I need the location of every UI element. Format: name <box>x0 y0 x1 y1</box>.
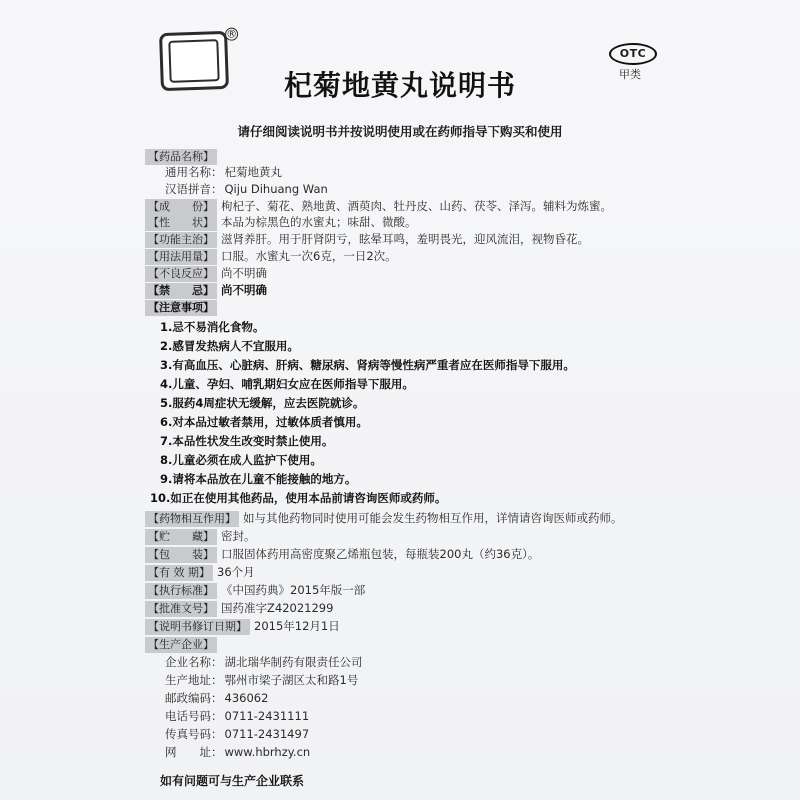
ingredients-value: 枸杞子、菊花、熟地黄、酒萸肉、牡丹皮、山药、茯苓、泽泻。辅料为炼蜜。 <box>221 199 612 213</box>
website-row <box>145 744 310 760</box>
package-label: 【包 装】 <box>145 547 217 563</box>
common-name-value: 杞菊地黄丸 <box>224 165 282 179</box>
company-name-value: 湖北瑞华制药有限责任公司 <box>224 655 363 669</box>
interaction-row <box>145 510 623 527</box>
phone-row <box>145 708 309 724</box>
precautions-row <box>145 299 221 316</box>
address-row <box>145 672 358 688</box>
adverse-value: 尚不明确 <box>221 266 267 280</box>
package-value: 口服固体药用高密度聚乙烯瓶包装，每瓶装200丸（约36克）。 <box>221 547 540 561</box>
approval-value: 国药准字Z42021299 <box>221 601 334 615</box>
website-label: 网 址： <box>165 745 223 759</box>
ingredients-row <box>145 198 612 215</box>
standard-label: 【执行标准】 <box>145 583 217 599</box>
adverse-row <box>145 265 267 282</box>
precaution-item: 7.本品性状发生改变时禁止使用。 <box>160 434 334 448</box>
precaution-item: 1.忌不易消化食物。 <box>160 320 265 334</box>
validity-row <box>145 564 255 581</box>
contra-value: 尚不明确 <box>221 283 267 297</box>
precaution-item: 9.请将本品放在儿童不能接触的地方。 <box>160 472 357 486</box>
website-value: www.hbrhzy.cn <box>224 745 311 759</box>
package-row <box>145 546 539 563</box>
adverse-label: 【不良反应】 <box>145 266 217 282</box>
precautions-label: 【注意事项】 <box>145 300 217 316</box>
document-subtitle: 请仔细阅读说明书并按说明使用或在药师指导下购买和使用 <box>237 124 563 139</box>
manufacturer-row <box>145 636 221 653</box>
properties-value: 本品为棕黑色的水蜜丸；味甜、微酸。 <box>221 215 417 229</box>
validity-value: 36个月 <box>217 565 255 579</box>
pinyin-value: Qiju Dihuang Wan <box>224 182 328 196</box>
common-name-label: 通用名称： <box>165 165 223 179</box>
company-name-label: 企业名称： <box>165 655 223 669</box>
fax-row <box>145 726 309 742</box>
precaution-item: 10.如正在使用其他药品，使用本品前请咨询医师或药师。 <box>150 491 447 505</box>
approval-row <box>145 600 333 617</box>
zip-row <box>145 690 268 706</box>
revision-value: 2015年12月1日 <box>254 619 340 633</box>
interaction-label: 【药物相互作用】 <box>145 511 239 527</box>
document-title: 杞菊地黄丸说明书 <box>283 69 516 102</box>
fax-value: 0711-2431497 <box>224 727 310 741</box>
storage-label: 【贮 藏】 <box>145 529 217 545</box>
standard-value: 《中国药典》2015年版一部 <box>221 583 366 597</box>
usage-label: 【用法用量】 <box>145 249 217 265</box>
contra-row <box>145 282 267 299</box>
usage-value: 口服。水蜜丸一次6克，一日2次。 <box>221 249 397 263</box>
manufacturer-label: 【生产企业】 <box>145 637 217 653</box>
storage-value: 密封。 <box>221 529 256 543</box>
drug-name-label: 【药品名称】 <box>145 149 217 165</box>
zip-value: 436062 <box>224 691 269 705</box>
precaution-item: 2.感冒发热病人不宜服用。 <box>160 339 299 353</box>
ingredients-label: 【成 份】 <box>145 199 217 215</box>
pinyin-label: 汉语拼音： <box>165 182 223 196</box>
interaction-value: 如与其他药物同时使用可能会发生药物相互作用，详情请咨询医师或药师。 <box>243 511 623 525</box>
otc-class-label: 甲类 <box>619 68 641 81</box>
pinyin-row <box>145 181 328 197</box>
standard-row <box>145 582 365 599</box>
validity-label: 【有 效 期】 <box>145 565 213 581</box>
address-label: 生产地址： <box>165 673 223 687</box>
company-name-row <box>145 654 363 670</box>
registered-mark: ® <box>225 27 238 41</box>
common-name-row <box>145 164 282 180</box>
properties-label: 【性 状】 <box>145 215 217 231</box>
precaution-item: 8.儿童必须在成人监护下使用。 <box>160 453 322 467</box>
function-row <box>145 231 589 248</box>
phone-label: 电话号码： <box>165 709 223 723</box>
precaution-item: 3.有高血压、心脏病、肝病、糖尿病、肾病等慢性病严重者应在医师指导下服用。 <box>160 358 575 372</box>
precaution-item: 6.对本品过敏者禁用，过敏体质者慎用。 <box>160 415 368 429</box>
storage-row <box>145 528 256 545</box>
zip-label: 邮政编码： <box>165 691 223 705</box>
revision-row <box>145 618 340 635</box>
approval-label: 【批准文号】 <box>145 601 217 617</box>
function-label: 【功能主治】 <box>145 232 217 248</box>
address-value: 鄂州市梁子湖区太和路1号 <box>224 673 359 687</box>
fax-label: 传真号码： <box>165 727 223 741</box>
function-value: 滋肾养肝。用于肝肾阴亏，眩晕耳鸣，羞明畏光，迎风流泪，视物昏花。 <box>221 232 589 246</box>
usage-row <box>145 248 397 265</box>
contra-label: 【禁 忌】 <box>145 283 217 299</box>
otc-badge: OTC <box>609 43 657 65</box>
drug-name-row <box>145 148 221 165</box>
revision-label: 【说明书修订日期】 <box>145 619 250 635</box>
footer-contact-note: 如有问题可与生产企业联系 <box>160 774 305 788</box>
phone-value: 0711-2431111 <box>224 709 310 723</box>
precaution-item: 5.服药4周症状无缓解，应去医院就诊。 <box>160 396 365 410</box>
precaution-item: 4.儿童、孕妇、哺乳期妇女应在医师指导下服用。 <box>160 377 414 391</box>
properties-row <box>145 214 417 231</box>
